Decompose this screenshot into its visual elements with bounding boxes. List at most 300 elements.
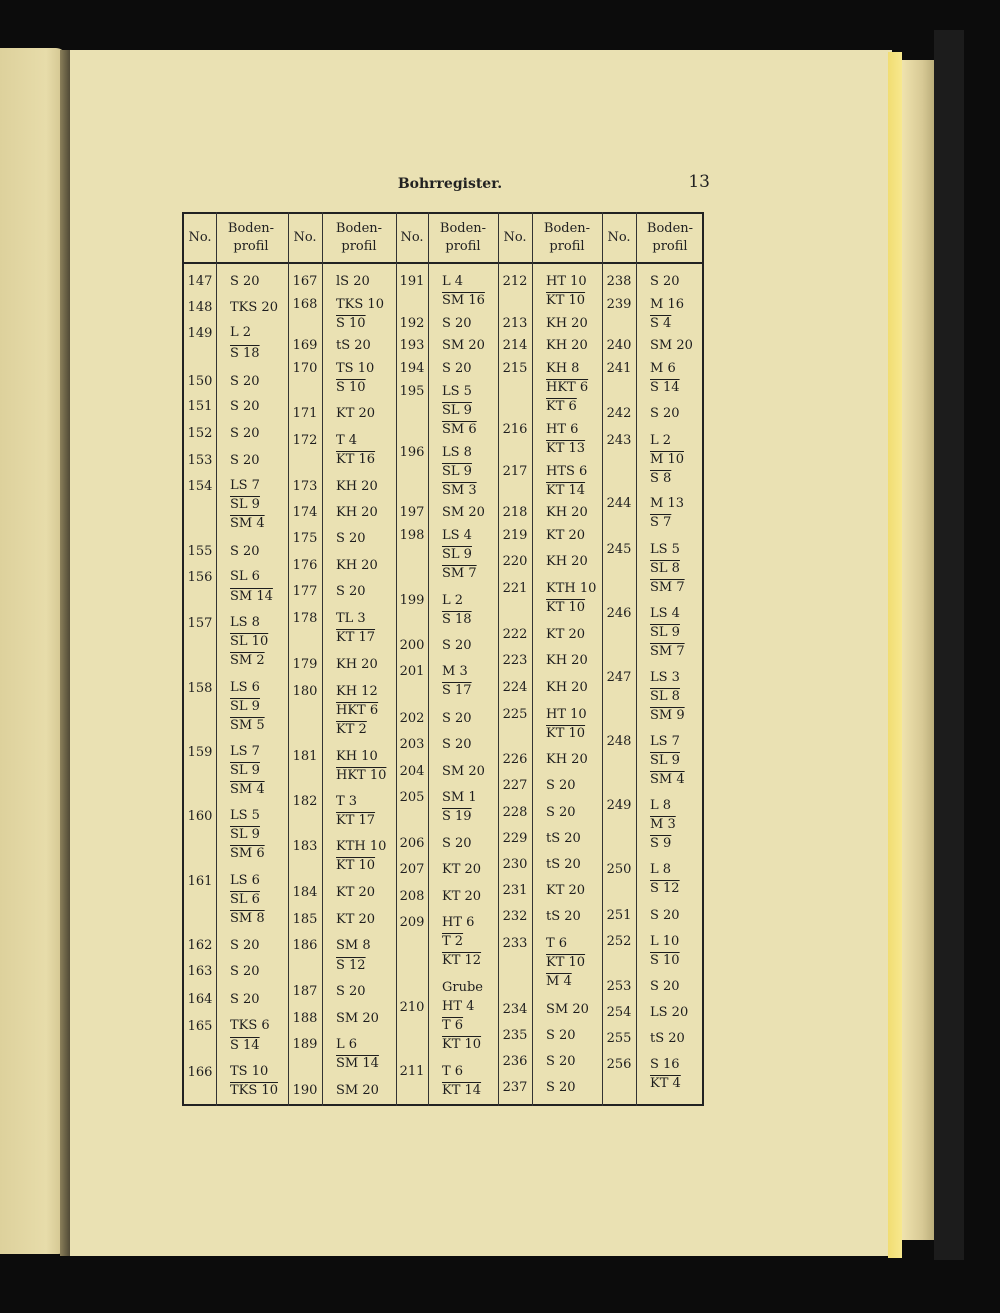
left-page-edge bbox=[0, 48, 66, 1254]
bore-number: 181 bbox=[292, 749, 318, 764]
soil-profile-entry: KT 20 bbox=[336, 406, 376, 421]
soil-profile-entry: KT 10 bbox=[546, 293, 586, 308]
bore-number: 212 bbox=[502, 274, 528, 289]
soil-profile-entry: S 20 bbox=[230, 374, 260, 389]
bore-number: 197 bbox=[399, 505, 425, 520]
soil-profile-entry: S 20 bbox=[230, 399, 260, 414]
soil-profile-entry: S 20 bbox=[546, 1028, 576, 1043]
bore-number: 177 bbox=[292, 584, 318, 599]
soil-profile-entry: T 4 bbox=[336, 433, 358, 448]
soil-profile-entry: SM 4 bbox=[650, 772, 685, 787]
soil-profile-entry: lS 20 bbox=[336, 274, 370, 289]
bore-number: 199 bbox=[399, 593, 425, 608]
soil-profile-entry: KT 10 bbox=[442, 1037, 482, 1052]
soil-profile-entry: SL 9 bbox=[230, 699, 260, 714]
soil-profile-entry: S 14 bbox=[650, 380, 680, 395]
soil-profile-entry: L 6 bbox=[336, 1037, 358, 1052]
soil-profile-entry: SL 6 bbox=[230, 892, 260, 907]
bore-number: 214 bbox=[502, 338, 528, 353]
soil-profile-entry: KH 8 bbox=[546, 361, 580, 376]
soil-profile-entry: SM 5 bbox=[230, 718, 265, 733]
soil-profile-entry: S 20 bbox=[442, 737, 472, 752]
bore-number: 187 bbox=[292, 984, 318, 999]
soil-profile-entry: S 20 bbox=[442, 711, 472, 726]
bore-number: 162 bbox=[187, 938, 213, 953]
soil-profile-entry: S 10 bbox=[336, 380, 366, 395]
soil-profile-entry: KT 20 bbox=[442, 889, 482, 904]
soil-profile-entry: KH 20 bbox=[546, 752, 588, 767]
no-column bbox=[184, 0, 216, 1313]
soil-profile-entry: SM 8 bbox=[336, 938, 371, 953]
soil-profile-entry: SL 8 bbox=[650, 689, 680, 704]
bore-number: 198 bbox=[399, 528, 425, 543]
bore-number: 216 bbox=[502, 422, 528, 437]
soil-profile-entry: SM 1 bbox=[442, 790, 477, 805]
soil-profile-entry: KT 4 bbox=[650, 1076, 681, 1091]
bore-number: 172 bbox=[292, 433, 318, 448]
bore-number: 248 bbox=[606, 734, 632, 749]
soil-profile-entry: SM 20 bbox=[442, 338, 485, 353]
bore-number: 154 bbox=[187, 479, 213, 494]
soil-profile-entry: KT 14 bbox=[442, 1083, 482, 1098]
soil-profile-entry: M 4 bbox=[546, 974, 572, 989]
bore-number: 255 bbox=[606, 1031, 632, 1046]
soil-profile-entry: SL 9 bbox=[230, 827, 260, 842]
bore-number: 226 bbox=[502, 752, 528, 767]
soil-profile-entry: SM 14 bbox=[336, 1056, 379, 1071]
soil-profile-entry: KT 20 bbox=[546, 528, 586, 543]
soil-profile-entry: SM 2 bbox=[230, 653, 265, 668]
soil-profile-entry: SM 9 bbox=[650, 708, 685, 723]
soil-profile-entry: L 2 bbox=[442, 593, 464, 608]
soil-profile-entry: T 6 bbox=[442, 1064, 464, 1079]
soil-profile-entry: L 8 bbox=[650, 798, 672, 813]
soil-profile-entry: S 20 bbox=[546, 778, 576, 793]
bore-number: 254 bbox=[606, 1005, 632, 1020]
soil-profile-entry: tS 20 bbox=[546, 909, 581, 924]
header-no: No. bbox=[503, 230, 527, 245]
soil-profile-entry: KT 20 bbox=[442, 862, 482, 877]
soil-profile-entry: SM 14 bbox=[230, 589, 273, 604]
soil-profile-entry: KTH 10 bbox=[336, 839, 387, 854]
soil-profile-entry: KH 12 bbox=[336, 684, 378, 699]
soil-profile-entry: S 18 bbox=[442, 612, 472, 627]
bore-number: 205 bbox=[399, 790, 425, 805]
header-bodenprofil-line1: Boden- bbox=[646, 221, 694, 236]
bore-number: 147 bbox=[187, 274, 213, 289]
soil-profile-entry: T 6 bbox=[442, 1018, 464, 1033]
bore-number: 217 bbox=[502, 464, 528, 479]
book-cover bbox=[934, 30, 964, 1260]
bore-number: 218 bbox=[502, 505, 528, 520]
soil-profile-entry: KT 13 bbox=[546, 441, 586, 456]
bore-number: 192 bbox=[399, 316, 425, 331]
soil-profile-entry: tS 20 bbox=[650, 1031, 685, 1046]
soil-profile-entry: SM 20 bbox=[546, 1002, 589, 1017]
bore-number: 229 bbox=[502, 831, 528, 846]
soil-profile-entry: KT 10 bbox=[546, 955, 586, 970]
soil-profile-entry: S 8 bbox=[650, 471, 672, 486]
soil-profile-entry: T 2 bbox=[442, 934, 464, 949]
bore-number: 167 bbox=[292, 274, 318, 289]
bore-number: 180 bbox=[292, 684, 318, 699]
bore-number: 183 bbox=[292, 839, 318, 854]
soil-profile-entry: SL 9 bbox=[442, 464, 472, 479]
soil-profile-entry: S 4 bbox=[650, 316, 672, 331]
soil-profile-entry: S 20 bbox=[230, 426, 260, 441]
soil-profile-entry: S 20 bbox=[336, 984, 366, 999]
soil-profile-entry: S 20 bbox=[650, 406, 680, 421]
soil-profile-entry: HT 4 bbox=[442, 999, 475, 1014]
soil-profile-entry: KH 20 bbox=[546, 680, 588, 695]
header-bodenprofil-line2: profil bbox=[341, 239, 377, 254]
bore-number: 231 bbox=[502, 883, 528, 898]
bore-number: 176 bbox=[292, 558, 318, 573]
header-bodenprofil-line1: Boden- bbox=[335, 221, 383, 236]
soil-profile-entry: KT 10 bbox=[546, 726, 586, 741]
soil-profile-entry: LS 4 bbox=[442, 528, 472, 543]
no-column bbox=[602, 0, 636, 1313]
soil-profile-entry: TS 10 bbox=[336, 361, 375, 376]
bore-number: 238 bbox=[606, 274, 632, 289]
soil-profile-entry: SM 20 bbox=[650, 338, 693, 353]
soil-profile-entry: tS 20 bbox=[546, 857, 581, 872]
bore-number: 239 bbox=[606, 297, 632, 312]
bore-number: 220 bbox=[502, 554, 528, 569]
bore-number: 173 bbox=[292, 479, 318, 494]
soil-profile-entry: SL 9 bbox=[650, 625, 680, 640]
header-bodenprofil-line2: profil bbox=[233, 239, 269, 254]
bore-number: 211 bbox=[399, 1064, 425, 1079]
soil-profile-entry: LS 6 bbox=[230, 680, 260, 695]
soil-profile-entry: S 20 bbox=[442, 316, 472, 331]
bore-number: 253 bbox=[606, 979, 632, 994]
page-number: 13 bbox=[688, 172, 710, 192]
soil-profile-entry: S 18 bbox=[230, 346, 260, 361]
bore-number: 227 bbox=[502, 778, 528, 793]
header-bodenprofil-line2: profil bbox=[445, 239, 481, 254]
soil-profile-entry: TKS 20 bbox=[230, 300, 278, 315]
bore-number: 157 bbox=[187, 616, 213, 631]
soil-profile-entry: LS 7 bbox=[230, 478, 260, 493]
bore-number: 151 bbox=[187, 399, 213, 414]
soil-profile-entry: SM 8 bbox=[230, 911, 265, 926]
soil-profile-entry: LS 5 bbox=[230, 808, 260, 823]
soil-profile-entry: KT 10 bbox=[336, 858, 376, 873]
bore-number: 230 bbox=[502, 857, 528, 872]
soil-profile-entry: SM 6 bbox=[442, 422, 477, 437]
soil-profile-entry: SL 9 bbox=[442, 547, 472, 562]
soil-profile-entry: S 10 bbox=[336, 316, 366, 331]
soil-profile-entry: LS 3 bbox=[650, 670, 680, 685]
bore-number: 175 bbox=[292, 531, 318, 546]
bore-number: 179 bbox=[292, 657, 318, 672]
bore-number: 243 bbox=[606, 433, 632, 448]
bore-number: 221 bbox=[502, 581, 528, 596]
bodenprofil-column bbox=[216, 0, 286, 1313]
bore-number: 234 bbox=[502, 1002, 528, 1017]
soil-profile-entry: KH 20 bbox=[336, 657, 378, 672]
soil-profile-entry: TS 10 bbox=[230, 1064, 269, 1079]
bore-number: 195 bbox=[399, 384, 425, 399]
soil-profile-entry: TKS 10 bbox=[336, 297, 384, 312]
bore-number: 209 bbox=[399, 915, 425, 930]
soil-profile-entry: S 20 bbox=[230, 453, 260, 468]
soil-profile-entry: HT 10 bbox=[546, 707, 587, 722]
bore-number: 228 bbox=[502, 805, 528, 820]
soil-profile-entry: HKT 10 bbox=[336, 768, 387, 783]
soil-profile-entry: SM 6 bbox=[230, 846, 265, 861]
soil-profile-entry: M 13 bbox=[650, 496, 684, 511]
soil-profile-entry: KT 16 bbox=[336, 452, 376, 467]
soil-profile-entry: HT 6 bbox=[442, 915, 475, 930]
soil-profile-entry: L 2 bbox=[650, 433, 672, 448]
bore-number: 203 bbox=[399, 737, 425, 752]
soil-profile-entry: S 20 bbox=[546, 1054, 576, 1069]
bore-number: 186 bbox=[292, 938, 318, 953]
soil-profile-entry: S 14 bbox=[230, 1038, 260, 1053]
soil-profile-entry: S 16 bbox=[650, 1057, 680, 1072]
bore-number: 196 bbox=[399, 445, 425, 460]
bore-number: 163 bbox=[187, 964, 213, 979]
soil-profile-entry: LS 20 bbox=[650, 1005, 689, 1020]
soil-profile-entry: LS 7 bbox=[650, 734, 680, 749]
bore-number: 193 bbox=[399, 338, 425, 353]
soil-profile-entry: SL 8 bbox=[650, 561, 680, 576]
soil-profile-entry: KT 20 bbox=[336, 912, 376, 927]
bore-number: 242 bbox=[606, 406, 632, 421]
no-column bbox=[396, 0, 428, 1313]
soil-profile-entry: S 20 bbox=[650, 274, 680, 289]
soil-profile-entry: S 19 bbox=[442, 809, 472, 824]
soil-profile-entry: LS 4 bbox=[650, 606, 680, 621]
soil-profile-entry: KH 20 bbox=[546, 338, 588, 353]
soil-profile-entry: TKS 6 bbox=[230, 1018, 270, 1033]
bore-number: 249 bbox=[606, 798, 632, 813]
soil-profile-entry: SL 9 bbox=[230, 763, 260, 778]
soil-profile-entry: S 20 bbox=[442, 836, 472, 851]
soil-profile-entry: KT 20 bbox=[546, 883, 586, 898]
bore-number: 208 bbox=[399, 889, 425, 904]
soil-profile-entry: SM 7 bbox=[650, 644, 685, 659]
soil-profile-entry: KT 10 bbox=[546, 600, 586, 615]
soil-profile-entry: HKT 6 bbox=[546, 380, 589, 395]
bore-number: 152 bbox=[187, 426, 213, 441]
bore-number: 207 bbox=[399, 862, 425, 877]
soil-profile-entry: SM 16 bbox=[442, 293, 485, 308]
bore-number: 194 bbox=[399, 361, 425, 376]
soil-profile-entry: S 20 bbox=[442, 361, 472, 376]
soil-profile-entry: KT 2 bbox=[336, 722, 367, 737]
soil-profile-entry: S 20 bbox=[336, 584, 366, 599]
soil-profile-entry: KH 20 bbox=[546, 505, 588, 520]
soil-profile-entry: M 10 bbox=[650, 452, 684, 467]
soil-profile-entry: L 2 bbox=[230, 325, 252, 340]
soil-profile-entry: SL 9 bbox=[230, 497, 260, 512]
soil-profile-entry: S 12 bbox=[336, 958, 366, 973]
soil-profile-entry: KH 10 bbox=[336, 749, 378, 764]
soil-profile-entry: S 7 bbox=[650, 515, 672, 530]
soil-profile-entry: SM 20 bbox=[442, 764, 485, 779]
soil-profile-entry: SM 20 bbox=[336, 1083, 379, 1098]
bore-number: 250 bbox=[606, 862, 632, 877]
soil-profile-entry: Grube bbox=[442, 980, 483, 995]
soil-profile-entry: S 20 bbox=[546, 1080, 576, 1095]
soil-profile-entry: KT 20 bbox=[336, 885, 376, 900]
soil-profile-entry: LS 6 bbox=[230, 873, 260, 888]
bore-number: 247 bbox=[606, 670, 632, 685]
soil-profile-entry: LS 5 bbox=[650, 542, 680, 557]
soil-profile-entry: L 8 bbox=[650, 862, 672, 877]
soil-profile-entry: S 12 bbox=[650, 881, 680, 896]
bore-number: 178 bbox=[292, 611, 318, 626]
header-no: No. bbox=[400, 230, 424, 245]
header-bodenprofil-line1: Boden- bbox=[439, 221, 487, 236]
bore-number: 232 bbox=[502, 909, 528, 924]
header-bodenprofil-line2: profil bbox=[652, 239, 688, 254]
soil-profile-entry: KT 12 bbox=[442, 953, 482, 968]
bore-number: 215 bbox=[502, 361, 528, 376]
header-no: No. bbox=[293, 230, 317, 245]
bore-number: 174 bbox=[292, 505, 318, 520]
bodenprofil-column bbox=[428, 0, 498, 1313]
soil-profile-entry: KT 17 bbox=[336, 630, 376, 645]
bore-number: 150 bbox=[187, 374, 213, 389]
soil-profile-entry: HT 6 bbox=[546, 422, 579, 437]
bore-number: 225 bbox=[502, 707, 528, 722]
bore-number: 161 bbox=[187, 874, 213, 889]
bore-number: 237 bbox=[502, 1080, 528, 1095]
soil-profile-entry: HTS 6 bbox=[546, 464, 588, 479]
bore-number: 166 bbox=[187, 1065, 213, 1080]
soil-profile-entry: KH 20 bbox=[336, 479, 378, 494]
soil-profile-entry: KH 20 bbox=[336, 558, 378, 573]
soil-profile-entry: HT 10 bbox=[546, 274, 587, 289]
header-no: No. bbox=[188, 230, 212, 245]
soil-profile-entry: S 20 bbox=[230, 274, 260, 289]
bore-number: 169 bbox=[292, 338, 318, 353]
soil-profile-entry: S 9 bbox=[650, 836, 672, 851]
soil-profile-entry: S 20 bbox=[230, 964, 260, 979]
bore-number: 241 bbox=[606, 361, 632, 376]
bore-number: 256 bbox=[606, 1057, 632, 1072]
soil-profile-entry: S 20 bbox=[546, 805, 576, 820]
bore-number: 189 bbox=[292, 1037, 318, 1052]
bore-number: 184 bbox=[292, 885, 318, 900]
running-header: Bohrregister. bbox=[397, 176, 503, 192]
soil-profile-entry: S 20 bbox=[650, 908, 680, 923]
soil-profile-entry: SL 10 bbox=[230, 634, 269, 649]
bore-number: 171 bbox=[292, 406, 318, 421]
soil-profile-entry: KTH 10 bbox=[546, 581, 597, 596]
soil-profile-entry: L 10 bbox=[650, 934, 680, 949]
bore-number: 159 bbox=[187, 745, 213, 760]
soil-profile-entry: TKS 10 bbox=[230, 1083, 278, 1098]
soil-profile-entry: LS 8 bbox=[230, 615, 260, 630]
soil-profile-entry: LS 8 bbox=[442, 445, 472, 460]
bore-number: 156 bbox=[187, 570, 213, 585]
bore-number: 252 bbox=[606, 934, 632, 949]
header-bodenprofil-line1: Boden- bbox=[543, 221, 591, 236]
soil-profile-entry: M 6 bbox=[650, 361, 676, 376]
bore-number: 204 bbox=[399, 764, 425, 779]
soil-profile-entry: SL 9 bbox=[650, 753, 680, 768]
bore-number: 210 bbox=[399, 1000, 425, 1015]
bore-number: 213 bbox=[502, 316, 528, 331]
soil-profile-entry: KH 20 bbox=[546, 653, 588, 668]
soil-profile-entry: T 6 bbox=[546, 936, 568, 951]
bore-number: 170 bbox=[292, 361, 318, 376]
bore-number: 155 bbox=[187, 544, 213, 559]
bore-number: 158 bbox=[187, 681, 213, 696]
bore-number: 244 bbox=[606, 496, 632, 511]
bodenprofil-column bbox=[532, 0, 602, 1313]
soil-profile-entry: S 17 bbox=[442, 683, 472, 698]
soil-profile-entry: T 3 bbox=[336, 794, 358, 809]
soil-profile-entry: S 20 bbox=[336, 531, 366, 546]
soil-profile-entry: SM 20 bbox=[442, 505, 485, 520]
soil-profile-entry: M 3 bbox=[650, 817, 676, 832]
bore-number: 202 bbox=[399, 711, 425, 726]
bore-number: 223 bbox=[502, 653, 528, 668]
soil-profile-entry: SM 7 bbox=[442, 566, 477, 581]
bore-number: 165 bbox=[187, 1019, 213, 1034]
soil-profile-entry: M 16 bbox=[650, 297, 684, 312]
bore-number: 245 bbox=[606, 542, 632, 557]
header-bodenprofil-line1: Boden- bbox=[227, 221, 275, 236]
bore-number: 168 bbox=[292, 297, 318, 312]
soil-profile-entry: S 20 bbox=[230, 544, 260, 559]
no-column bbox=[498, 0, 532, 1313]
soil-profile-entry: LS 7 bbox=[230, 744, 260, 759]
bore-number: 191 bbox=[399, 274, 425, 289]
bore-number: 224 bbox=[502, 680, 528, 695]
bore-number: 188 bbox=[292, 1011, 318, 1026]
bore-number: 206 bbox=[399, 836, 425, 851]
soil-profile-entry: KT 6 bbox=[546, 399, 577, 414]
bore-number: 251 bbox=[606, 908, 632, 923]
soil-profile-entry: SM 20 bbox=[336, 1011, 379, 1026]
bore-number: 222 bbox=[502, 627, 528, 642]
bore-number: 200 bbox=[399, 638, 425, 653]
bodenprofil-column bbox=[322, 0, 396, 1313]
header-bodenprofil-line2: profil bbox=[549, 239, 585, 254]
bore-number: 153 bbox=[187, 453, 213, 468]
bore-number: 233 bbox=[502, 936, 528, 951]
soil-profile-entry: SM 3 bbox=[442, 483, 477, 498]
soil-profile-entry: SL 6 bbox=[230, 569, 260, 584]
bore-number: 185 bbox=[292, 912, 318, 927]
soil-profile-entry: KT 20 bbox=[546, 627, 586, 642]
header-no: No. bbox=[607, 230, 631, 245]
soil-profile-entry: SL 9 bbox=[442, 403, 472, 418]
soil-profile-entry: S 20 bbox=[230, 938, 260, 953]
bore-number: 201 bbox=[399, 664, 425, 679]
page-stack-edge bbox=[902, 60, 936, 1240]
no-column bbox=[288, 0, 322, 1313]
bore-number: 148 bbox=[187, 300, 213, 315]
soil-profile-entry: KH 20 bbox=[336, 505, 378, 520]
bore-number: 219 bbox=[502, 528, 528, 543]
soil-profile-entry: S 20 bbox=[230, 992, 260, 1007]
soil-profile-entry: TL 3 bbox=[336, 611, 366, 626]
soil-profile-entry: S 20 bbox=[442, 638, 472, 653]
soil-profile-entry: HKT 6 bbox=[336, 703, 379, 718]
soil-profile-entry: KH 20 bbox=[546, 316, 588, 331]
soil-profile-entry: KT 17 bbox=[336, 813, 376, 828]
soil-profile-entry: KH 20 bbox=[546, 554, 588, 569]
bodenprofil-column bbox=[636, 0, 704, 1313]
